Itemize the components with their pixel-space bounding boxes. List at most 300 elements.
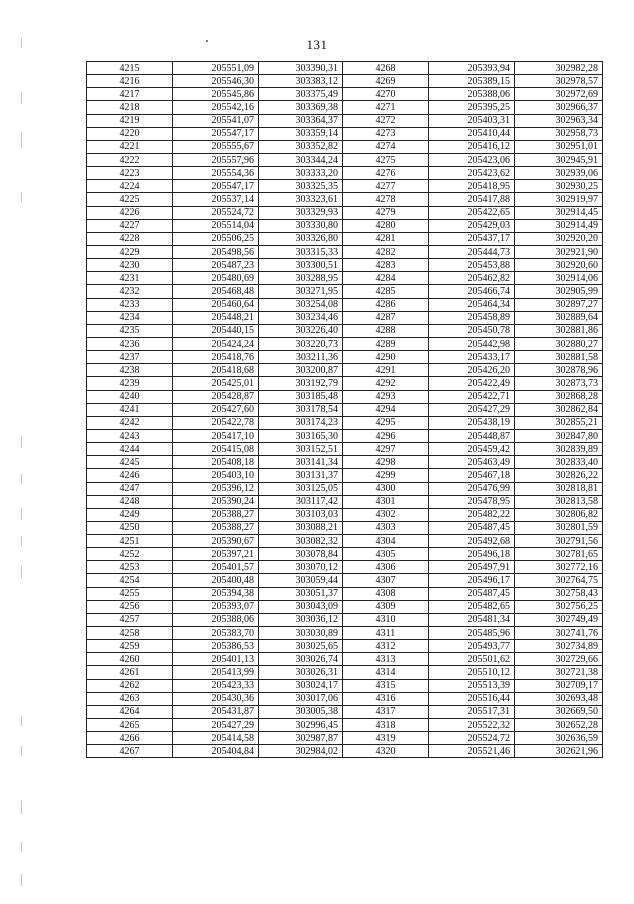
table-row (87, 627, 603, 640)
table-row (87, 745, 603, 758)
table-row (87, 429, 603, 442)
point-number-cell: 4249 (87, 508, 173, 521)
margin-mark (21, 566, 22, 578)
y-coordinate-cell: 303288,95 (259, 272, 343, 285)
point-number-cell: 4282 (343, 245, 429, 258)
table-row (87, 587, 603, 600)
y-coordinate-cell: 302897,27 (515, 298, 603, 311)
y-coordinate-cell: 303070,12 (259, 561, 343, 574)
point-number-cell: 4307 (343, 574, 429, 587)
point-number-cell: 4257 (87, 613, 173, 626)
y-coordinate-cell: 303344,24 (259, 153, 343, 166)
x-coordinate-cell: 205510,12 (429, 666, 515, 679)
point-number-cell: 4308 (343, 587, 429, 600)
x-coordinate-cell: 205487,45 (429, 521, 515, 534)
x-coordinate-cell: 205555,67 (173, 140, 259, 153)
y-coordinate-cell: 303025,65 (259, 640, 343, 653)
point-number-cell: 4222 (87, 153, 173, 166)
point-number-cell: 4271 (343, 101, 429, 114)
y-coordinate-cell: 303165,30 (259, 429, 343, 442)
x-coordinate-cell: 205427,60 (173, 403, 259, 416)
margin-mark (21, 874, 22, 886)
table-row (87, 679, 603, 692)
x-coordinate-cell: 205389,15 (429, 75, 515, 88)
point-number-cell: 4240 (87, 390, 173, 403)
x-coordinate-cell: 205413,99 (173, 666, 259, 679)
point-number-cell: 4218 (87, 101, 173, 114)
y-coordinate-cell: 303024,17 (259, 679, 343, 692)
point-number-cell: 4319 (343, 732, 429, 745)
table-row (87, 600, 603, 613)
y-coordinate-cell: 303329,93 (259, 206, 343, 219)
table-row (87, 521, 603, 534)
x-coordinate-cell: 205426,20 (429, 364, 515, 377)
x-coordinate-cell: 205388,06 (429, 88, 515, 101)
point-number-cell: 4283 (343, 259, 429, 272)
table-row (87, 140, 603, 153)
table-row (87, 443, 603, 456)
y-coordinate-cell: 302833,40 (515, 456, 603, 469)
point-number-cell: 4298 (343, 456, 429, 469)
y-coordinate-cell: 303178,54 (259, 403, 343, 416)
y-coordinate-cell: 302813,58 (515, 495, 603, 508)
point-number-cell: 4234 (87, 311, 173, 324)
x-coordinate-cell: 205458,89 (429, 311, 515, 324)
point-number-cell: 4216 (87, 75, 173, 88)
x-coordinate-cell: 205393,07 (173, 600, 259, 613)
coordinates-table-body (87, 62, 603, 758)
y-coordinate-cell: 303333,20 (259, 167, 343, 180)
margin-mark (21, 474, 22, 484)
point-number-cell: 4317 (343, 705, 429, 718)
x-coordinate-cell: 205437,17 (429, 232, 515, 245)
point-number-cell: 4311 (343, 627, 429, 640)
table-row (87, 88, 603, 101)
table-row (87, 640, 603, 653)
y-coordinate-cell: 302669,50 (515, 705, 603, 718)
y-coordinate-cell: 303211,36 (259, 351, 343, 364)
x-coordinate-cell: 205487,45 (429, 587, 515, 600)
table-row (87, 548, 603, 561)
x-coordinate-cell: 205388,27 (173, 521, 259, 534)
x-coordinate-cell: 205462,82 (429, 272, 515, 285)
x-coordinate-cell: 205418,68 (173, 364, 259, 377)
y-coordinate-cell: 302868,28 (515, 390, 603, 403)
point-number-cell: 4293 (343, 390, 429, 403)
x-coordinate-cell: 205485,96 (429, 627, 515, 640)
point-number-cell: 4275 (343, 153, 429, 166)
y-coordinate-cell: 302873,73 (515, 377, 603, 390)
x-coordinate-cell: 205383,70 (173, 627, 259, 640)
x-coordinate-cell: 205478,95 (429, 495, 515, 508)
y-coordinate-cell: 303117,42 (259, 495, 343, 508)
x-coordinate-cell: 205395,25 (429, 101, 515, 114)
y-coordinate-cell: 302914,45 (515, 206, 603, 219)
y-coordinate-cell: 302709,17 (515, 679, 603, 692)
point-number-cell: 4286 (343, 298, 429, 311)
y-coordinate-cell: 303088,21 (259, 521, 343, 534)
x-coordinate-cell: 205466,74 (429, 285, 515, 298)
table-row (87, 469, 603, 482)
x-coordinate-cell: 205418,95 (429, 180, 515, 193)
point-number-cell: 4296 (343, 429, 429, 442)
y-coordinate-cell: 303326,80 (259, 232, 343, 245)
point-number-cell: 4219 (87, 114, 173, 127)
y-coordinate-cell: 302919,97 (515, 193, 603, 206)
x-coordinate-cell: 205415,08 (173, 443, 259, 456)
y-coordinate-cell: 302987,87 (259, 732, 343, 745)
y-coordinate-cell: 302982,28 (515, 62, 603, 75)
table-row (87, 561, 603, 574)
table-row (87, 206, 603, 219)
x-coordinate-cell: 205422,71 (429, 390, 515, 403)
y-coordinate-cell: 303026,74 (259, 653, 343, 666)
table-row (87, 272, 603, 285)
y-coordinate-cell: 303364,37 (259, 114, 343, 127)
y-coordinate-cell: 303030,89 (259, 627, 343, 640)
y-coordinate-cell: 303141,34 (259, 456, 343, 469)
y-coordinate-cell: 303051,37 (259, 587, 343, 600)
x-coordinate-cell: 205450,78 (429, 324, 515, 337)
x-coordinate-cell: 205482,22 (429, 508, 515, 521)
y-coordinate-cell: 303036,12 (259, 613, 343, 626)
x-coordinate-cell: 205423,62 (429, 167, 515, 180)
point-number-cell: 4310 (343, 613, 429, 626)
table-row (87, 535, 603, 548)
y-coordinate-cell: 302905,99 (515, 285, 603, 298)
x-coordinate-cell: 205464,34 (429, 298, 515, 311)
point-number-cell: 4258 (87, 627, 173, 640)
table-row (87, 259, 603, 272)
x-coordinate-cell: 205524,72 (429, 732, 515, 745)
x-coordinate-cell: 205497,91 (429, 561, 515, 574)
point-number-cell: 4266 (87, 732, 173, 745)
x-coordinate-cell: 205496,18 (429, 548, 515, 561)
y-coordinate-cell: 302914,49 (515, 219, 603, 232)
x-coordinate-cell: 205427,29 (429, 403, 515, 416)
x-coordinate-cell: 205414,58 (173, 732, 259, 745)
point-number-cell: 4314 (343, 666, 429, 679)
y-coordinate-cell: 303103,03 (259, 508, 343, 521)
point-number-cell: 4279 (343, 206, 429, 219)
y-coordinate-cell: 303375,49 (259, 88, 343, 101)
x-coordinate-cell: 205542,16 (173, 101, 259, 114)
x-coordinate-cell: 205516,44 (429, 692, 515, 705)
y-coordinate-cell: 302758,43 (515, 587, 603, 600)
point-number-cell: 4291 (343, 364, 429, 377)
x-coordinate-cell: 205517,31 (429, 705, 515, 718)
y-coordinate-cell: 303026,31 (259, 666, 343, 679)
x-coordinate-cell: 205422,78 (173, 416, 259, 429)
margin-mark (21, 192, 22, 202)
y-coordinate-cell: 302920,20 (515, 232, 603, 245)
point-number-cell: 4244 (87, 443, 173, 456)
y-coordinate-cell: 302764,75 (515, 574, 603, 587)
y-coordinate-cell: 302801,59 (515, 521, 603, 534)
point-number-cell: 4287 (343, 311, 429, 324)
point-number-cell: 4268 (343, 62, 429, 75)
x-coordinate-cell: 205459,42 (429, 443, 515, 456)
y-coordinate-cell: 303234,46 (259, 311, 343, 324)
table-row (87, 719, 603, 732)
x-coordinate-cell: 205422,65 (429, 206, 515, 219)
point-number-cell: 4263 (87, 692, 173, 705)
table-row (87, 732, 603, 745)
point-number-cell: 4265 (87, 719, 173, 732)
y-coordinate-cell: 302921,90 (515, 245, 603, 258)
x-coordinate-cell: 205557,96 (173, 153, 259, 166)
x-coordinate-cell: 205442,98 (429, 337, 515, 350)
point-number-cell: 4229 (87, 245, 173, 258)
x-coordinate-cell: 205513,39 (429, 679, 515, 692)
point-number-cell: 4221 (87, 140, 173, 153)
y-coordinate-cell: 302930,25 (515, 180, 603, 193)
point-number-cell: 4238 (87, 364, 173, 377)
x-coordinate-cell: 205554,36 (173, 167, 259, 180)
y-coordinate-cell: 303220,73 (259, 337, 343, 350)
x-coordinate-cell: 205521,46 (429, 745, 515, 758)
x-coordinate-cell: 205448,21 (173, 311, 259, 324)
y-coordinate-cell: 302791,56 (515, 535, 603, 548)
scan-speck (206, 40, 208, 42)
x-coordinate-cell: 205481,34 (429, 613, 515, 626)
table-row (87, 245, 603, 258)
y-coordinate-cell: 303192,79 (259, 377, 343, 390)
y-coordinate-cell: 302972,69 (515, 88, 603, 101)
table-row (87, 416, 603, 429)
y-coordinate-cell: 302741,76 (515, 627, 603, 640)
x-coordinate-cell: 205418,76 (173, 351, 259, 364)
margin-mark (21, 842, 22, 852)
x-coordinate-cell: 205388,06 (173, 613, 259, 626)
point-number-cell: 4226 (87, 206, 173, 219)
x-coordinate-cell: 205496,17 (429, 574, 515, 587)
y-coordinate-cell: 302862,84 (515, 403, 603, 416)
x-coordinate-cell: 205422,49 (429, 377, 515, 390)
table-row (87, 508, 603, 521)
point-number-cell: 4304 (343, 535, 429, 548)
x-coordinate-cell: 205404,84 (173, 745, 259, 758)
point-number-cell: 4260 (87, 653, 173, 666)
y-coordinate-cell: 302881,58 (515, 351, 603, 364)
point-number-cell: 4237 (87, 351, 173, 364)
page-number: 131 (306, 37, 328, 52)
table-row (87, 167, 603, 180)
margin-mark (21, 716, 22, 726)
x-coordinate-cell: 205524,72 (173, 206, 259, 219)
point-number-cell: 4276 (343, 167, 429, 180)
point-number-cell: 4273 (343, 127, 429, 140)
x-coordinate-cell: 205390,24 (173, 495, 259, 508)
y-coordinate-cell: 302756,25 (515, 600, 603, 613)
table-row (87, 62, 603, 75)
y-coordinate-cell: 302920,60 (515, 259, 603, 272)
y-coordinate-cell: 302749,49 (515, 613, 603, 626)
table-row (87, 232, 603, 245)
y-coordinate-cell: 302978,57 (515, 75, 603, 88)
y-coordinate-cell: 303383,12 (259, 75, 343, 88)
table-row (87, 482, 603, 495)
point-number-cell: 4227 (87, 219, 173, 232)
y-coordinate-cell: 303082,32 (259, 535, 343, 548)
y-coordinate-cell: 302963,34 (515, 114, 603, 127)
table-row (87, 653, 603, 666)
x-coordinate-cell: 205386,53 (173, 640, 259, 653)
y-coordinate-cell: 302914,06 (515, 272, 603, 285)
x-coordinate-cell: 205401,57 (173, 561, 259, 574)
y-coordinate-cell: 303174,23 (259, 416, 343, 429)
y-coordinate-cell: 303323,61 (259, 193, 343, 206)
y-coordinate-cell: 303043,09 (259, 600, 343, 613)
x-coordinate-cell: 205429,03 (429, 219, 515, 232)
margin-mark (21, 508, 22, 520)
y-coordinate-cell: 302693,48 (515, 692, 603, 705)
table-row (87, 193, 603, 206)
y-coordinate-cell: 303271,95 (259, 285, 343, 298)
point-number-cell: 4289 (343, 337, 429, 350)
x-coordinate-cell: 205547,17 (173, 180, 259, 193)
y-coordinate-cell: 302734,89 (515, 640, 603, 653)
table-row (87, 364, 603, 377)
point-number-cell: 4318 (343, 719, 429, 732)
y-coordinate-cell: 303078,84 (259, 548, 343, 561)
x-coordinate-cell: 205417,10 (173, 429, 259, 442)
point-number-cell: 4261 (87, 666, 173, 679)
x-coordinate-cell: 205440,15 (173, 324, 259, 337)
margin-mark (21, 38, 22, 48)
x-coordinate-cell: 205541,07 (173, 114, 259, 127)
point-number-cell: 4301 (343, 495, 429, 508)
point-number-cell: 4245 (87, 456, 173, 469)
x-coordinate-cell: 205425,01 (173, 377, 259, 390)
y-coordinate-cell: 302996,45 (259, 719, 343, 732)
point-number-cell: 4306 (343, 561, 429, 574)
margin-mark (21, 92, 22, 104)
table-row (87, 153, 603, 166)
point-number-cell: 4309 (343, 600, 429, 613)
y-coordinate-cell: 302847,80 (515, 429, 603, 442)
y-coordinate-cell: 302721,38 (515, 666, 603, 679)
y-coordinate-cell: 302818,81 (515, 482, 603, 495)
point-number-cell: 4224 (87, 180, 173, 193)
point-number-cell: 4236 (87, 337, 173, 350)
x-coordinate-cell: 205430,36 (173, 692, 259, 705)
point-number-cell: 4320 (343, 745, 429, 758)
x-coordinate-cell: 205480,69 (173, 272, 259, 285)
table-row (87, 75, 603, 88)
point-number-cell: 4290 (343, 351, 429, 364)
margin-mark (21, 536, 22, 546)
y-coordinate-cell: 303226,40 (259, 324, 343, 337)
x-coordinate-cell: 205551,09 (173, 62, 259, 75)
point-number-cell: 4253 (87, 561, 173, 574)
table-row (87, 377, 603, 390)
table-row (87, 666, 603, 679)
margin-mark (21, 436, 22, 448)
y-coordinate-cell: 302839,89 (515, 443, 603, 456)
point-number-cell: 4243 (87, 429, 173, 442)
point-number-cell: 4285 (343, 285, 429, 298)
table-row (87, 495, 603, 508)
y-coordinate-cell: 303005,38 (259, 705, 343, 718)
point-number-cell: 4284 (343, 272, 429, 285)
x-coordinate-cell: 205545,86 (173, 88, 259, 101)
point-number-cell: 4267 (87, 745, 173, 758)
table-row (87, 285, 603, 298)
x-coordinate-cell: 205390,67 (173, 535, 259, 548)
point-number-cell: 4241 (87, 403, 173, 416)
x-coordinate-cell: 205476,99 (429, 482, 515, 495)
table-row (87, 127, 603, 140)
margin-mark (21, 746, 22, 756)
y-coordinate-cell: 303390,31 (259, 62, 343, 75)
point-number-cell: 4262 (87, 679, 173, 692)
y-coordinate-cell: 303200,87 (259, 364, 343, 377)
point-number-cell: 4281 (343, 232, 429, 245)
point-number-cell: 4274 (343, 140, 429, 153)
point-number-cell: 4270 (343, 88, 429, 101)
point-number-cell: 4223 (87, 167, 173, 180)
x-coordinate-cell: 205468,48 (173, 285, 259, 298)
table-row (87, 692, 603, 705)
point-number-cell: 4247 (87, 482, 173, 495)
y-coordinate-cell: 302621,96 (515, 745, 603, 758)
y-coordinate-cell: 302826,22 (515, 469, 603, 482)
x-coordinate-cell: 205394,38 (173, 587, 259, 600)
y-coordinate-cell: 302966,37 (515, 101, 603, 114)
y-coordinate-cell: 303352,82 (259, 140, 343, 153)
x-coordinate-cell: 205424,24 (173, 337, 259, 350)
point-number-cell: 4235 (87, 324, 173, 337)
y-coordinate-cell: 303325,35 (259, 180, 343, 193)
point-number-cell: 4256 (87, 600, 173, 613)
x-coordinate-cell: 205522,32 (429, 719, 515, 732)
x-coordinate-cell: 205537,14 (173, 193, 259, 206)
y-coordinate-cell: 302939,06 (515, 167, 603, 180)
x-coordinate-cell: 205498,56 (173, 245, 259, 258)
x-coordinate-cell: 205423,06 (429, 153, 515, 166)
x-coordinate-cell: 205427,29 (173, 719, 259, 732)
y-coordinate-cell: 303059,44 (259, 574, 343, 587)
x-coordinate-cell: 205393,94 (429, 62, 515, 75)
table-row (87, 574, 603, 587)
x-coordinate-cell: 205467,18 (429, 469, 515, 482)
point-number-cell: 4295 (343, 416, 429, 429)
y-coordinate-cell: 302889,64 (515, 311, 603, 324)
point-number-cell: 4303 (343, 521, 429, 534)
point-number-cell: 4230 (87, 259, 173, 272)
point-number-cell: 4259 (87, 640, 173, 653)
table-row (87, 114, 603, 127)
margin-mark (21, 132, 22, 148)
x-coordinate-cell: 205388,27 (173, 508, 259, 521)
x-coordinate-cell: 205460,64 (173, 298, 259, 311)
x-coordinate-cell: 205547,17 (173, 127, 259, 140)
point-number-cell: 4288 (343, 324, 429, 337)
x-coordinate-cell: 205501,62 (429, 653, 515, 666)
y-coordinate-cell: 302945,91 (515, 153, 603, 166)
y-coordinate-cell: 303315,33 (259, 245, 343, 258)
x-coordinate-cell: 205444,73 (429, 245, 515, 258)
table-row (87, 219, 603, 232)
x-coordinate-cell: 205493,77 (429, 640, 515, 653)
point-number-cell: 4220 (87, 127, 173, 140)
y-coordinate-cell: 302881,86 (515, 324, 603, 337)
point-number-cell: 4312 (343, 640, 429, 653)
point-number-cell: 4232 (87, 285, 173, 298)
y-coordinate-cell: 303254,08 (259, 298, 343, 311)
x-coordinate-cell: 205482,65 (429, 600, 515, 613)
